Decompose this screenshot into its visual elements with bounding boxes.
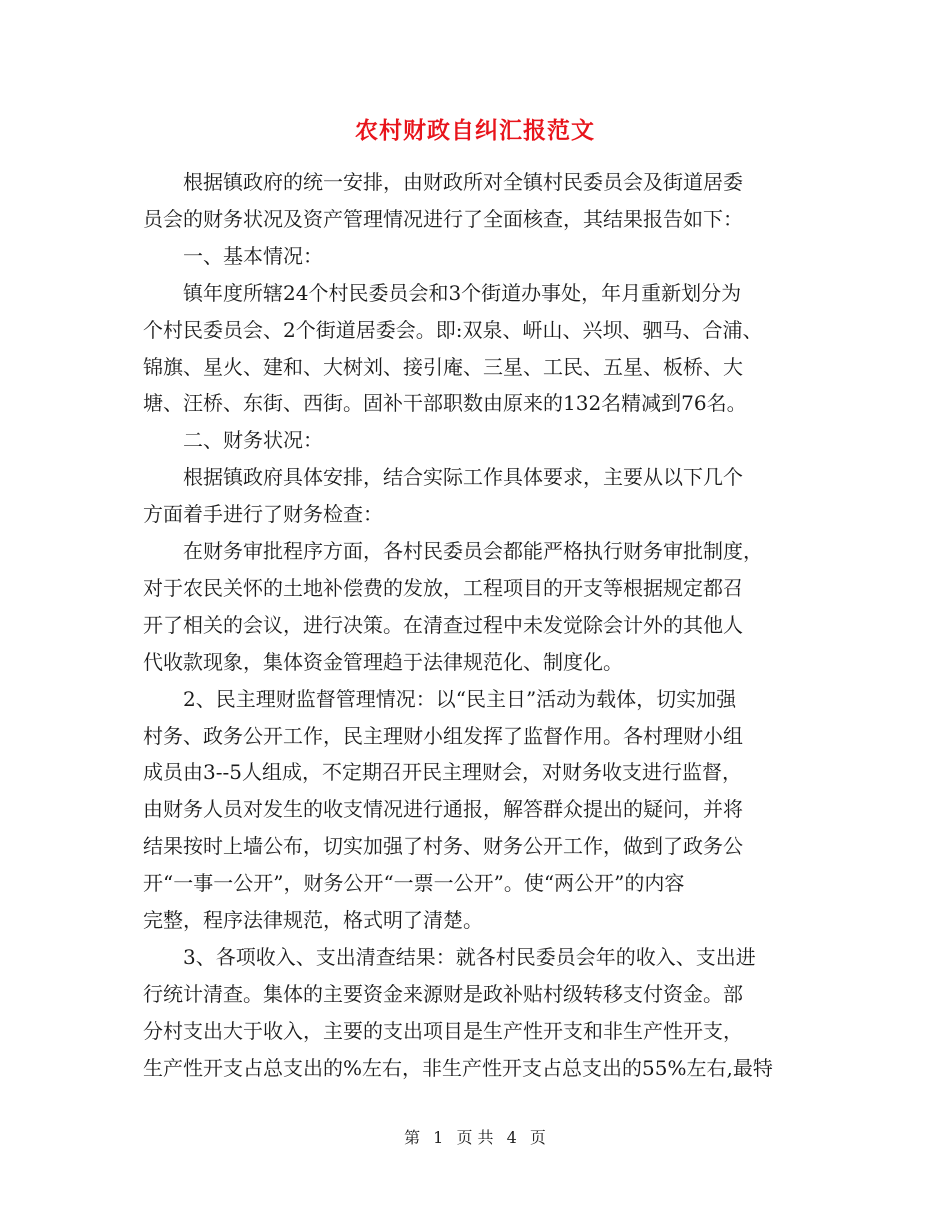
body-line: 开了相关的会议，进行决策。在清查过程中未发觉除会计外的其他人 [143, 612, 743, 637]
body-line: 3、各项收入、支出清查结果：就各村民委员会年的收入、支出进 [143, 944, 756, 969]
body-line: 根据镇政府具体安排，结合实际工作具体要求，主要从以下几个 [143, 465, 743, 490]
body-line: 分村支出大于收入，主要的支出项目是生产性开支和非生产性开支， [143, 1018, 743, 1043]
body-line: 开“一事一公开”，财务公开“一票一公开”。使“两公开”的内容 [143, 871, 685, 896]
body-line: 2、民主理财监督管理情况：以“民主日”活动为载体，切实加强 [143, 686, 737, 711]
footer-prefix: 第 [404, 1128, 421, 1147]
page-footer [0, 1125, 950, 1148]
body-line: 镇年度所辖24个村民委员会和3个街道办事处，年月重新划分为 [143, 280, 742, 305]
body-line: 村务、政务公开工作，民主理财小组发挥了监督作用。各村理财小组 [143, 723, 743, 748]
footer-mid: 页 共 [456, 1128, 494, 1147]
body-line: 行统计清查。集体的主要资金来源财是政补贴村级转移支付资金。部 [143, 981, 743, 1006]
footer-suffix: 页 [529, 1128, 546, 1147]
body-line: 员会的财务状况及资产管理情况进行了全面核查，其结果报告如下： [143, 206, 743, 231]
body-line: 完整，程序法律规范，格式明了清楚。 [143, 908, 483, 932]
body-line: 在财务审批程序方面，各村民委员会都能严格执行财务审批制度， [143, 539, 763, 563]
footer-page-number: 1 [433, 1128, 444, 1147]
body-line: 根据镇政府的统一安排，由财政所对全镇村民委员会及街道居委 [143, 170, 743, 194]
footer-total-pages: 4 [506, 1128, 517, 1147]
body-line: 塘、汪桥、东街、西街。固补干部职数由原来的132名精减到76名。 [143, 391, 747, 416]
body-line: 成员由3--5人组成，不定期召开民主理财会，对财务收支进行监督， [143, 760, 742, 785]
body-line: 个村民委员会、2个街道居委会。即:双泉、岍山、兴坝、驷马、合浦、 [143, 317, 763, 342]
body-line: 方面着手进行了财务检查： [143, 502, 383, 527]
document-title: 农村财政自纠汇报范文 [355, 117, 595, 144]
body-line: 对于农民关怀的土地补偿费的发放，工程项目的开支等根据规定都召 [143, 575, 743, 600]
body-line: 结果按时上墙公布，切实加强了村务、财务公开工作，做到了政务公 [143, 834, 743, 859]
body-line: 生产性开支占总支出的%左右，非生产性开支占总支出的55%左右,最特 [143, 1055, 773, 1080]
body-line: 由财务人员对发生的收支情况进行通报，解答群众提出的疑问，并将 [143, 797, 743, 822]
body-line: 二、财务状况： [143, 428, 323, 453]
body-line: 锦旗、星火、建和、大树刘、接引庵、三星、工民、五星、板桥、大 [143, 354, 743, 379]
body-line: 一、基本情况： [143, 243, 323, 268]
body-line: 代收款现象，集体资金管理趋于法律规范化、制度化。 [143, 649, 623, 674]
